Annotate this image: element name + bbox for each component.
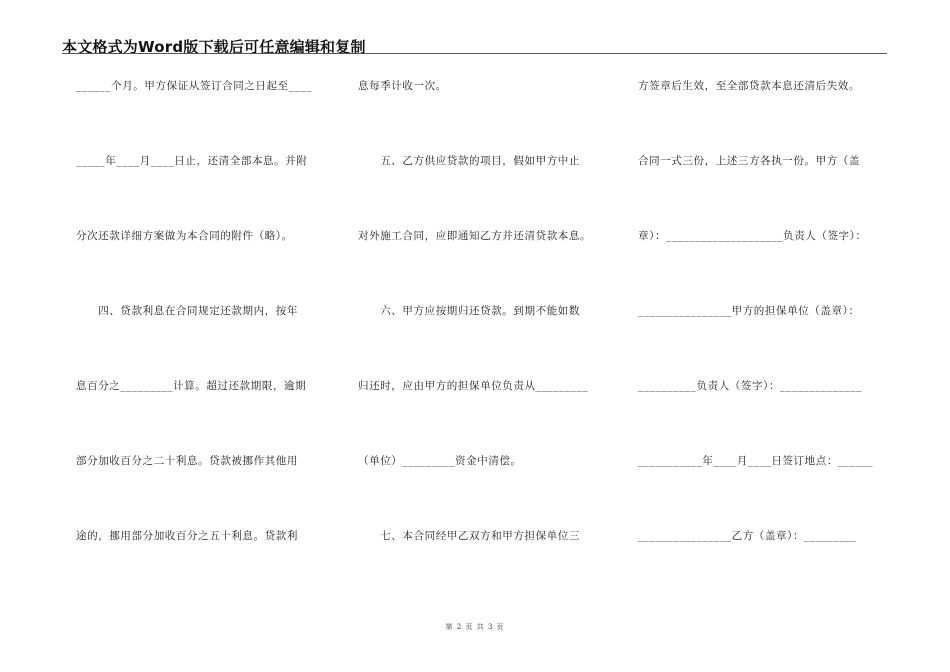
text-line: ________________甲方的担保单位（盖章）： <box>638 305 860 317</box>
text-line: 六、甲方应按期归还贷款。到期不能如数 <box>358 305 580 317</box>
text-line: ________________乙方（盖章）：_________ <box>638 530 857 542</box>
page-number-footer: 第 2 页 共 3 页 <box>445 623 505 631</box>
document-header-title: 本文格式为Word版下载后可任意编辑和复制 <box>62 38 366 56</box>
text-line: 方签章后生效，至全部贷款本息还清后失效。 <box>638 80 860 92</box>
text-line: 部分加收百分之二十利息。贷款被挪作其他用 <box>76 455 298 467</box>
text-line: 息每季计收一次。 <box>358 80 447 92</box>
text-line: 七、本合同经甲乙双方和甲方担保单位三 <box>358 530 580 542</box>
text-line: 途的，挪用部分加收百分之五十利息。贷款利 <box>76 530 298 542</box>
text-line: 息百分之_________计算。超过还款期限，逾期 <box>76 380 307 392</box>
text-column-2 <box>358 0 610 672</box>
text-line: ______个月。甲方保证从签订合同之日起至____ <box>76 80 313 92</box>
text-line: 章）：____________________负责人（签字）： <box>638 230 867 242</box>
text-line: 归还时，应由甲方的担保单位负责从_________ <box>358 380 589 392</box>
text-line: 分次还款详细方案做为本合同的附件（略）。 <box>76 230 293 242</box>
text-column-3 <box>638 0 888 672</box>
text-line: ___________年____月____日签订地点：______ <box>638 455 874 467</box>
text-line: 合同一式三份，上述三方各执一份。甲方（盖 <box>638 155 860 167</box>
text-column-1 <box>76 0 326 672</box>
text-line: 四、贷款利息在合同规定还款期内，按年 <box>76 305 298 317</box>
text-line: （单位）_________资金中清偿。 <box>358 455 522 467</box>
text-line: _____年____月____日止，还清全部本息。并附 <box>76 155 308 167</box>
text-line: 对外施工合同，应即通知乙方并还清贷款本息。 <box>358 230 592 242</box>
text-line: 五、乙方供应贷款的项目，假如甲方中止 <box>358 155 580 167</box>
text-line: __________负责人（签字）：______________ <box>638 380 862 392</box>
